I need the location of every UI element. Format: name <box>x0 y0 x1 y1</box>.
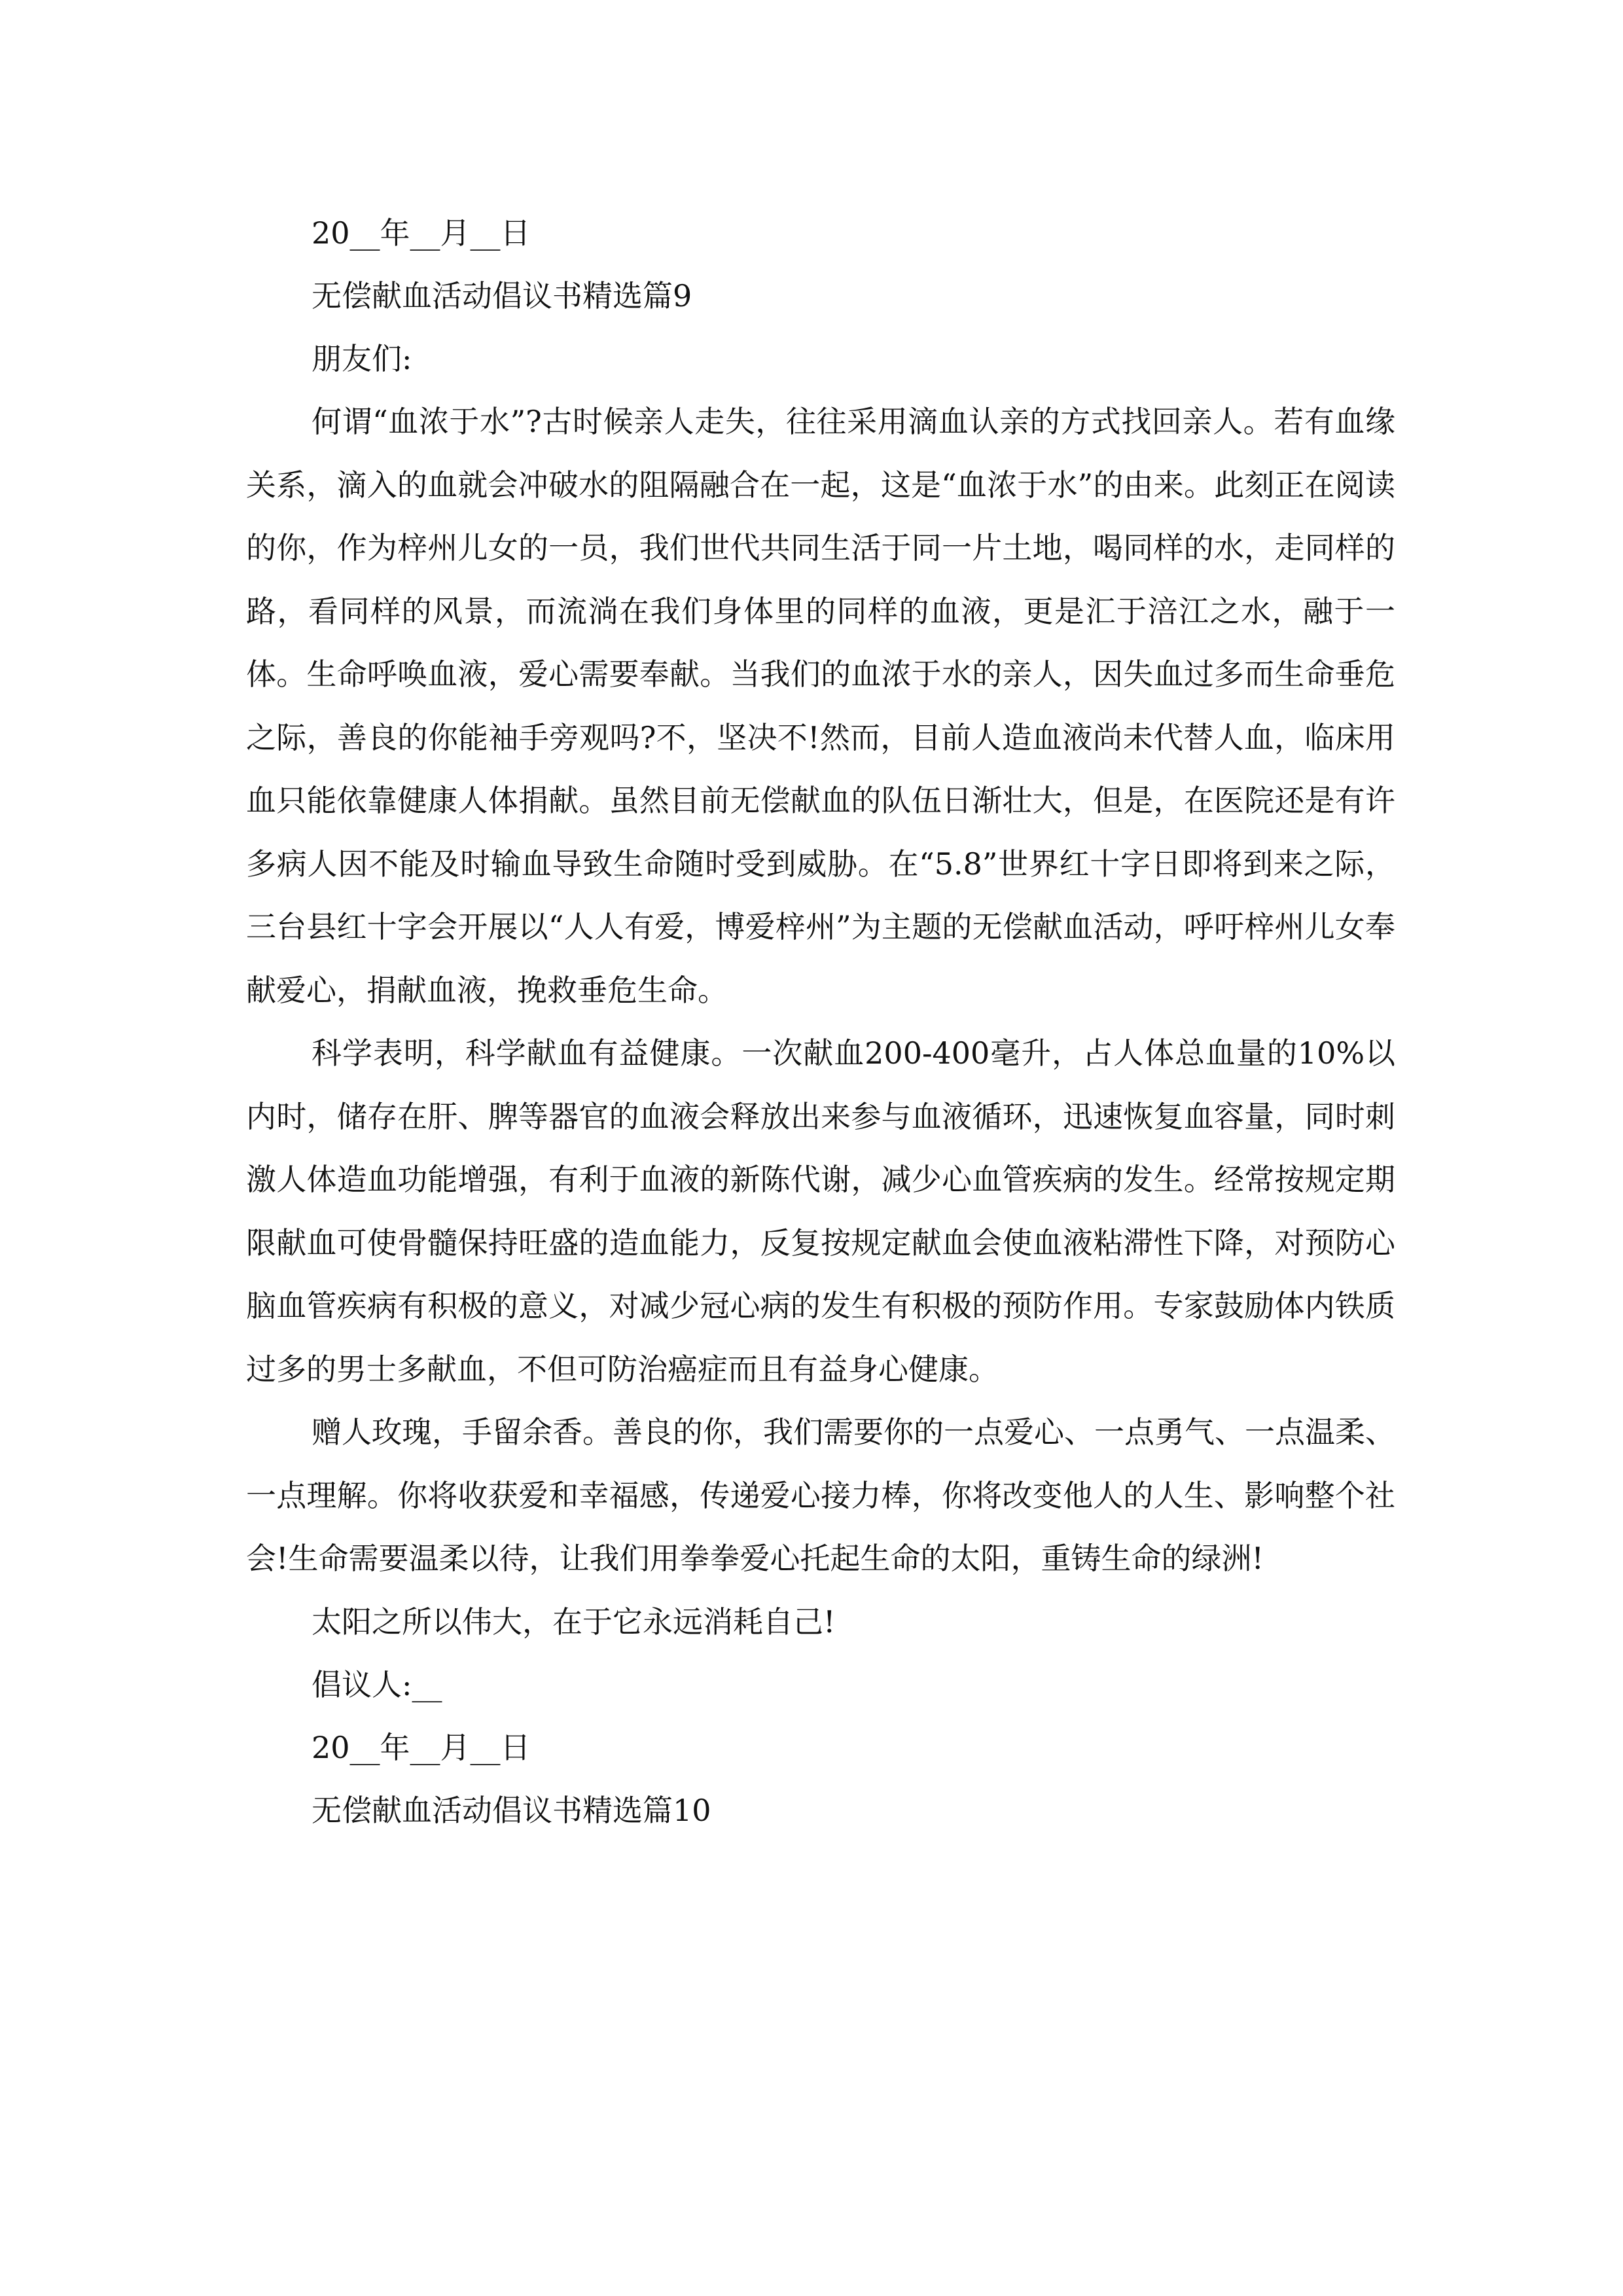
section-heading-10: 无偿献血活动倡议书精选篇10 <box>312 1792 711 1828</box>
salutation: 朋友们: <box>312 341 412 376</box>
proposer-line: 倡议人:__ <box>312 1666 442 1702</box>
paragraph-1: 何谓“血浓于水”?古时候亲人走失，往往采用滴血认亲的方式找回亲人。若有血缘关系，滴入的血就会冲破水的阻隔融合在一起，这是“血浓于水”的由来。此刻正在阅读的你，作为梓州儿女的一员，我们世代共同生活于同一片土地，喝同样的水，走同样的路，看同样的风景，而流淌在我们身体里的同样的血液，更是汇于涪江之水，融于一体。生命呼唤血液，爱心需要奉献。当我们的血浓于水的亲人，因失血过多而生命垂危之际，善良的你能袖手旁观吗?不，坚决不!然而，目前人造血液尚未代替人血，临床用血只能依靠健康人体捐献。虽然目前无偿献血的队伍日渐壮大，但是，在医院还是有许多病人因不能及时输血导致生命随时受到威胁。在“5.8”世界红十字日即将到来之际，三台县红十字会开展以“人人有爱，博爱梓州”为主题的无偿献血活动，呼吁梓州儿女奉献爱心，捐献血液，挽救垂危生命。 <box>246 404 1395 1008</box>
paragraph-2: 科学表明，科学献血有益健康。一次献血200-400毫升，占人体总血量的10%以内时，储存在肝、脾等器官的血液会释放出来参与血液循环，迅速恢复血容量，同时刺激人体造血功能增强，有利于血液的新陈代谢，减少心血管疾病的发生。经常按规定期限献血可使骨髓保持旺盛的造血能力，反复按规定献血会使血液粘滞性下降，对预防心脑血管疾病有积极的意义，对减少冠心病的发生有积极的预防作用。专家鼓励体内铁质过多的男士多献血，不但可防治癌症而且有益身心健康。 <box>246 1035 1395 1387</box>
date-line: 20__年__月__日 <box>312 1729 531 1765</box>
paragraph-3: 赠人玫瑰，手留余香。善良的你，我们需要你的一点爱心、一点勇气、一点温柔、一点理解。你将收获爱和幸福感，传递爱心接力棒，你将改变他人的人生、影响整个社会!生命需要温柔以待，让我们用拳拳爱心托起生命的太阳，重铸生命的绿洲! <box>246 1414 1395 1576</box>
document-body <box>246 202 1395 1842</box>
date-line: 20__年__月__日 <box>312 215 531 251</box>
section-heading-9: 无偿献血活动倡议书精选篇9 <box>312 278 692 314</box>
closing-sentence: 太阳之所以伟大，在于它永远消耗自己! <box>312 1604 836 1640</box>
